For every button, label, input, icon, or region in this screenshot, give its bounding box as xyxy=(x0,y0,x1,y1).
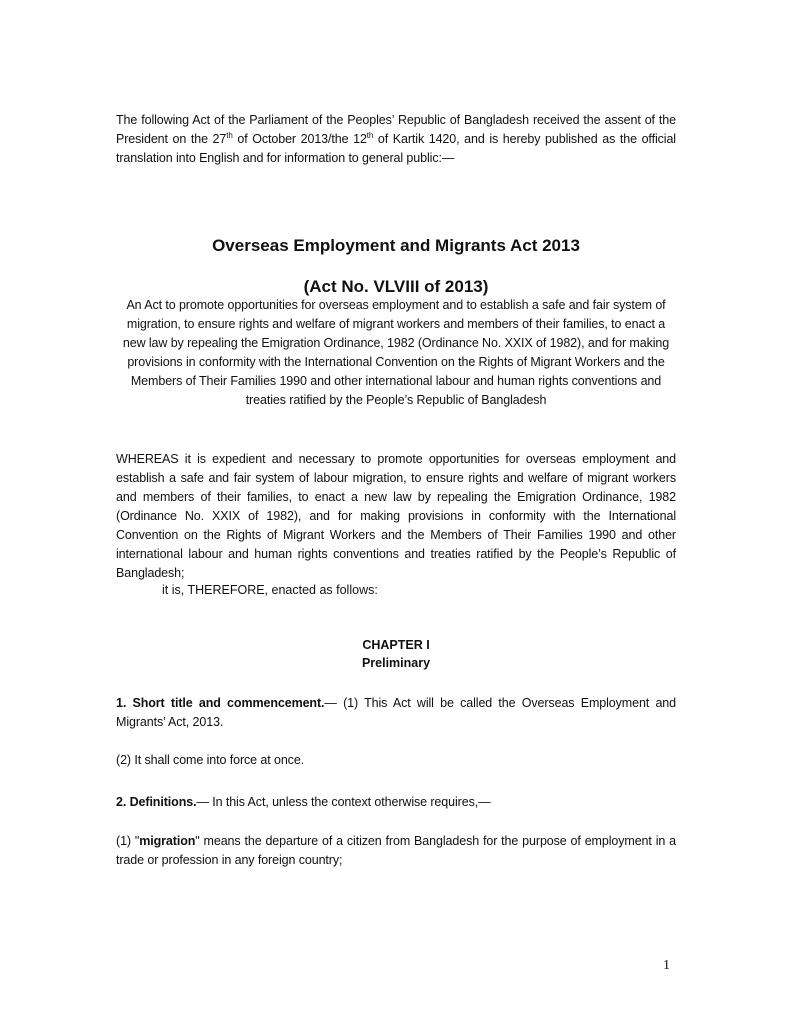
definition-1-prefix: (1) " xyxy=(116,834,140,848)
intro-paragraph xyxy=(116,111,676,168)
ordinal-superscript-1: th xyxy=(226,130,233,140)
long-title-paragraph: An Act to promote opportunities for overseas employment and to establish a safe and fair system of migration, to ensure rights and welfare of migrant workers and members of their families, to enact a new law by repealing the Emigration Ordinance, 1982 (Ordinance No. XXIX of 1982), and for making provisions in conformity with the International Convention on the Rights of Migrant Workers and the Members of Their Families 1990 and other international labour and human rights conventions and treaties ratified by the People’s Republic of Bangladesh xyxy=(122,298,670,407)
intro-text-part1: The following Act of the Parliament of the Peoples’ Republic of Bangladesh received the assent of the President on the 27 xyxy=(116,113,676,146)
preamble-paragraph: WHEREAS it is expedient and necessary to promote opportunities for overseas employment and establish a safe and fair system of labour migration, to ensure rights and welfare of migrant workers and members of their families, to enact a new law by repealing the Emigration Ordinance, 1982 (Ordinance No. XXIX of 1982), and for making provisions in conformity with the International Convention on the Rights of Migrant Workers and the Members of Their Families 1990 and other international labour and human rights conventions and treaties ratified by the People’s Republic of Bangladesh; xyxy=(116,452,676,580)
section-2-heading: 2. Definitions. xyxy=(116,795,197,809)
definition-1 xyxy=(116,832,676,870)
ordinal-superscript-2: th xyxy=(366,130,374,140)
page-number: 1 xyxy=(663,958,670,973)
enacting-clause: it is, THEREFORE, enacted as follows: xyxy=(162,583,378,597)
section-1-subsection-2: (2) It shall come into force at once. xyxy=(116,753,305,767)
section-1-text: — (1) This Act will be called the Overseas Employment and Migrants’ Act, 2013. xyxy=(116,696,676,729)
section-2-text: — In this Act, unless the context otherwise requires,— xyxy=(196,795,491,809)
section-1-heading: 1. Short title and commencement. xyxy=(116,696,325,710)
intro-text-part2: of October 2013/the 12 xyxy=(232,132,367,146)
chapter-name: Preliminary xyxy=(361,656,431,670)
intro-text-part3: of Kartik 1420, and is hereby published as the official translation into English and for information to general public:— xyxy=(116,132,676,165)
act-number: (Act No. VLVIII of 2013) xyxy=(303,277,489,296)
section-1 xyxy=(116,694,676,732)
act-title: Overseas Employment and Migrants Act 2013 xyxy=(212,236,580,255)
chapter-number: CHAPTER I xyxy=(362,638,430,652)
definition-1-text: " means the departure of a citizen from Bangladesh for the purpose of employment in a trade or profession in any foreign country; xyxy=(116,834,676,867)
section-2 xyxy=(116,793,676,812)
definition-1-term: migration xyxy=(139,834,196,848)
